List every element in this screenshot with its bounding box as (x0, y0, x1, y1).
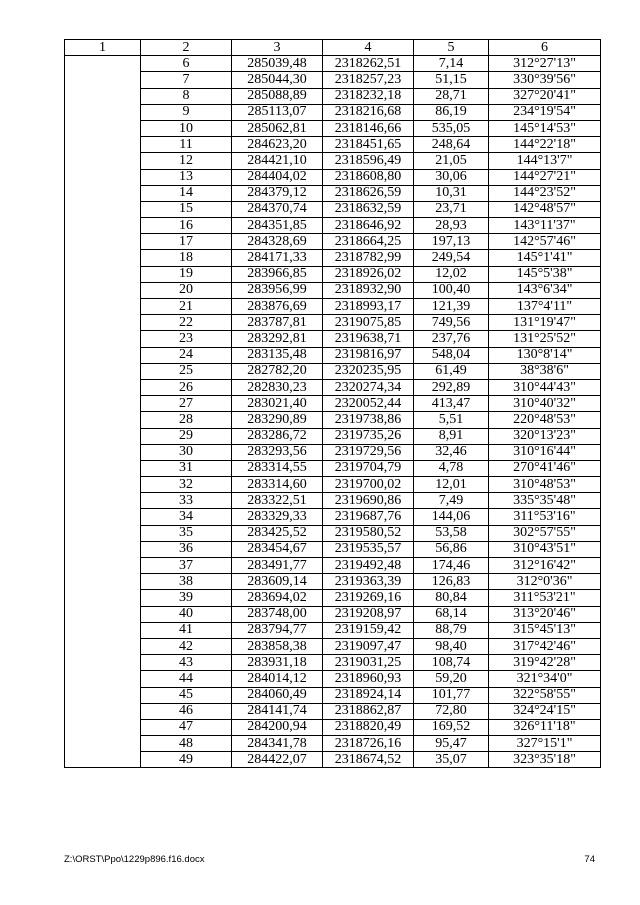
table-cell: 144°22'18" (489, 137, 601, 153)
table-row (65, 460, 601, 476)
table-cell: 2319075,85 (323, 315, 414, 331)
table-cell: 48 (141, 736, 232, 752)
table-cell: 2318926,02 (323, 266, 414, 282)
table-cell: 310°48'53" (489, 477, 601, 493)
table-cell: 26 (141, 379, 232, 395)
table-row (65, 201, 601, 217)
table-cell: 8,91 (414, 428, 489, 444)
table-row (65, 169, 601, 185)
table-cell: 283329,33 (232, 509, 323, 525)
table-cell: 49 (141, 752, 232, 768)
table-cell: 2319638,71 (323, 331, 414, 347)
table-cell: 327°15'1" (489, 736, 601, 752)
table-cell: 2318726,16 (323, 736, 414, 752)
table-cell: 14 (141, 185, 232, 201)
table-cell: 80,84 (414, 590, 489, 606)
table-cell: 283858,38 (232, 638, 323, 654)
table-cell: 749,56 (414, 315, 489, 331)
table-row (65, 541, 601, 557)
table-cell: 2318993,17 (323, 299, 414, 315)
table-cell: 19 (141, 266, 232, 282)
table-row (65, 719, 601, 735)
coordinates-table (64, 39, 601, 768)
table-cell: 40 (141, 606, 232, 622)
table-cell: 16 (141, 218, 232, 234)
table-cell: 2319738,86 (323, 412, 414, 428)
table-cell: 315°45'13" (489, 622, 601, 638)
table-cell: 312°27'13" (489, 56, 601, 72)
table-cell: 23 (141, 331, 232, 347)
table-cell: 2319687,76 (323, 509, 414, 525)
table-cell: 2319492,48 (323, 558, 414, 574)
table-cell: 100,40 (414, 282, 489, 298)
table-cell: 284404,02 (232, 169, 323, 185)
table-cell: 413,47 (414, 396, 489, 412)
table-cell: 2318608,80 (323, 169, 414, 185)
table-row (65, 250, 601, 266)
table-cell: 15 (141, 201, 232, 217)
table-row (65, 185, 601, 201)
table-cell: 28,71 (414, 88, 489, 104)
table-cell: 284421,10 (232, 153, 323, 169)
table-cell: 2318924,14 (323, 687, 414, 703)
table-cell: 284351,85 (232, 218, 323, 234)
column-header: 3 (232, 40, 323, 56)
table-cell: 22 (141, 315, 232, 331)
table-cell: 548,04 (414, 347, 489, 363)
table-cell: 311°53'21" (489, 590, 601, 606)
table-row (65, 347, 601, 363)
table-cell: 283491,77 (232, 558, 323, 574)
table-row (65, 88, 601, 104)
table-cell: 41 (141, 622, 232, 638)
table-cell: 2318596,49 (323, 153, 414, 169)
table-cell: 2318960,93 (323, 671, 414, 687)
table-cell: 72,80 (414, 703, 489, 719)
table-cell: 283454,67 (232, 541, 323, 557)
table-cell: 283322,51 (232, 493, 323, 509)
table-row (65, 703, 601, 719)
table-cell: 322°58'55" (489, 687, 601, 703)
table-cell: 284341,78 (232, 736, 323, 752)
table-cell: 145°5'38" (489, 266, 601, 282)
table-cell: 283748,00 (232, 606, 323, 622)
table-cell: 321°34'0" (489, 671, 601, 687)
table-cell: 326°11'18" (489, 719, 601, 735)
table-cell: 283425,52 (232, 525, 323, 541)
table-cell: 285044,30 (232, 72, 323, 88)
table-cell: 2319363,39 (323, 574, 414, 590)
table-cell: 144,06 (414, 509, 489, 525)
table-row (65, 525, 601, 541)
table-header-row (65, 40, 601, 56)
table-cell: 13 (141, 169, 232, 185)
table-cell: 20 (141, 282, 232, 298)
table-cell: 25 (141, 363, 232, 379)
table-cell: 249,54 (414, 250, 489, 266)
table-cell: 2318932,90 (323, 282, 414, 298)
table-cell: 283931,18 (232, 655, 323, 671)
table-cell: 8 (141, 88, 232, 104)
table-cell: 2318820,49 (323, 719, 414, 735)
table-cell: 47 (141, 719, 232, 735)
table-row (65, 104, 601, 120)
table-cell: 131°25'52" (489, 331, 601, 347)
table-cell: 234°19'54" (489, 104, 601, 120)
table-cell: 23,71 (414, 201, 489, 217)
table-cell: 284623,20 (232, 137, 323, 153)
table-cell: 335°35'48" (489, 493, 601, 509)
table-row (65, 493, 601, 509)
table-cell: 2318257,23 (323, 72, 414, 88)
table-cell: 282782,20 (232, 363, 323, 379)
table-row (65, 266, 601, 282)
table-cell: 535,05 (414, 120, 489, 136)
table-cell: 121,39 (414, 299, 489, 315)
table-cell: 2318232,18 (323, 88, 414, 104)
table-cell: 38 (141, 574, 232, 590)
table-cell: 101,77 (414, 687, 489, 703)
table-cell: 61,49 (414, 363, 489, 379)
table-cell: 2319031,25 (323, 655, 414, 671)
table-cell: 7,14 (414, 56, 489, 72)
table-cell: 2318216,68 (323, 104, 414, 120)
table-cell: 270°41'46" (489, 460, 601, 476)
table-cell: 46 (141, 703, 232, 719)
table-cell: 312°0'36" (489, 574, 601, 590)
table-cell: 2319729,56 (323, 444, 414, 460)
table-cell: 284014,12 (232, 671, 323, 687)
table-row (65, 477, 601, 493)
table-cell: 142°57'46" (489, 234, 601, 250)
table-row (65, 687, 601, 703)
table-cell: 143°11'37" (489, 218, 601, 234)
table-cell: 237,76 (414, 331, 489, 347)
table-cell: 283966,85 (232, 266, 323, 282)
table-cell: 12 (141, 153, 232, 169)
table-cell: 2318782,99 (323, 250, 414, 266)
table-cell: 197,13 (414, 234, 489, 250)
table-cell: 283609,14 (232, 574, 323, 590)
table-cell: 68,14 (414, 606, 489, 622)
table-cell: 283314,55 (232, 460, 323, 476)
table-cell: 2319690,86 (323, 493, 414, 509)
table-cell: 283286,72 (232, 428, 323, 444)
table-row (65, 299, 601, 315)
column-header: 6 (489, 40, 601, 56)
table-cell: 2319269,16 (323, 590, 414, 606)
table-cell: 284200,94 (232, 719, 323, 735)
table-cell: 137°4'11" (489, 299, 601, 315)
table-cell: 98,40 (414, 638, 489, 654)
table-cell: 284370,74 (232, 201, 323, 217)
table-cell: 2318451,65 (323, 137, 414, 153)
table-cell: 34 (141, 509, 232, 525)
table-cell: 284141,74 (232, 703, 323, 719)
table-row (65, 622, 601, 638)
table-cell: 32,46 (414, 444, 489, 460)
table-cell: 282830,23 (232, 379, 323, 395)
table-cell: 12,02 (414, 266, 489, 282)
table-cell: 7 (141, 72, 232, 88)
table-cell: 2319816,97 (323, 347, 414, 363)
table-cell: 284379,12 (232, 185, 323, 201)
table-row (65, 56, 601, 72)
table-cell: 10,31 (414, 185, 489, 201)
table-cell: 2318674,52 (323, 752, 414, 768)
table-cell: 144°27'21" (489, 169, 601, 185)
table-cell: 283694,02 (232, 590, 323, 606)
table-row (65, 638, 601, 654)
table-row (65, 315, 601, 331)
table-cell: 27 (141, 396, 232, 412)
footer-file-path: Z:\ORST\Ppo\1229p896.f16.docx (64, 854, 205, 865)
table-cell: 283787,81 (232, 315, 323, 331)
table-cell: 35,07 (414, 752, 489, 768)
table-row (65, 655, 601, 671)
table-cell: 42 (141, 638, 232, 654)
table-row (65, 72, 601, 88)
table-cell: 2320235,95 (323, 363, 414, 379)
table-row (65, 509, 601, 525)
table-cell: 317°42'46" (489, 638, 601, 654)
table-cell: 30,06 (414, 169, 489, 185)
table-cell: 312°16'42" (489, 558, 601, 574)
table-cell: 45 (141, 687, 232, 703)
table-cell: 283876,69 (232, 299, 323, 315)
footer-page-number: 74 (584, 854, 595, 865)
table-cell: 285113,07 (232, 104, 323, 120)
table-row (65, 331, 601, 347)
table-cell: 24 (141, 347, 232, 363)
table-row (65, 428, 601, 444)
table-cell: 2318646,92 (323, 218, 414, 234)
table-cell: 108,74 (414, 655, 489, 671)
table-cell: 2319535,57 (323, 541, 414, 557)
table-row (65, 120, 601, 136)
table-cell: 5,51 (414, 412, 489, 428)
table-cell: 283293,56 (232, 444, 323, 460)
column-header: 5 (414, 40, 489, 56)
table-row (65, 363, 601, 379)
table-cell: 330°39'56" (489, 72, 601, 88)
table-row (65, 671, 601, 687)
table-row (65, 396, 601, 412)
table-cell: 2318626,59 (323, 185, 414, 201)
table-cell: 59,20 (414, 671, 489, 687)
table-cell: 285039,48 (232, 56, 323, 72)
table-cell: 11 (141, 137, 232, 153)
merged-column-1-cell (65, 56, 141, 768)
table-cell: 39 (141, 590, 232, 606)
table-cell: 283021,40 (232, 396, 323, 412)
table-cell: 144°13'7" (489, 153, 601, 169)
table-cell: 310°44'43" (489, 379, 601, 395)
table-cell: 10 (141, 120, 232, 136)
table-row (65, 282, 601, 298)
table-cell: 285088,89 (232, 88, 323, 104)
table-cell: 283292,81 (232, 331, 323, 347)
table-cell: 2319208,97 (323, 606, 414, 622)
column-header: 4 (323, 40, 414, 56)
table-cell: 292,89 (414, 379, 489, 395)
table-cell: 311°53'16" (489, 509, 601, 525)
table-body (65, 56, 601, 768)
table-cell: 2320274,34 (323, 379, 414, 395)
table-cell: 33 (141, 493, 232, 509)
table-cell: 302°57'55" (489, 525, 601, 541)
table-cell: 2319097,47 (323, 638, 414, 654)
table-cell: 35 (141, 525, 232, 541)
table-row (65, 574, 601, 590)
table-cell: 21 (141, 299, 232, 315)
table-cell: 7,49 (414, 493, 489, 509)
table-cell: 323°35'18" (489, 752, 601, 768)
table-cell: 283135,48 (232, 347, 323, 363)
table-cell: 145°14'53" (489, 120, 601, 136)
table-cell: 37 (141, 558, 232, 574)
table-cell: 43 (141, 655, 232, 671)
table-cell: 310°16'44" (489, 444, 601, 460)
table-cell: 2319700,02 (323, 477, 414, 493)
table-cell: 283290,89 (232, 412, 323, 428)
table-row (65, 752, 601, 768)
table-cell: 18 (141, 250, 232, 266)
table-cell: 6 (141, 56, 232, 72)
table-cell: 130°8'14" (489, 347, 601, 363)
table-cell: 44 (141, 671, 232, 687)
table-cell: 28,93 (414, 218, 489, 234)
table-row (65, 590, 601, 606)
table-cell: 36 (141, 541, 232, 557)
table-cell: 17 (141, 234, 232, 250)
table-cell: 38°38'6" (489, 363, 601, 379)
table-cell: 145°1'41" (489, 250, 601, 266)
table-cell: 174,46 (414, 558, 489, 574)
table-cell: 310°40'32" (489, 396, 601, 412)
table-cell: 310°43'51" (489, 541, 601, 557)
table-cell: 327°20'41" (489, 88, 601, 104)
table-row (65, 736, 601, 752)
table-cell: 143°6'34" (489, 282, 601, 298)
table-cell: 126,83 (414, 574, 489, 590)
table-cell: 28 (141, 412, 232, 428)
table-cell: 319°42'28" (489, 655, 601, 671)
table-cell: 4,78 (414, 460, 489, 476)
table-cell: 32 (141, 477, 232, 493)
table-cell: 21,05 (414, 153, 489, 169)
column-header: 2 (141, 40, 232, 56)
table-row (65, 558, 601, 574)
table-row (65, 234, 601, 250)
table-row (65, 444, 601, 460)
table-cell: 284328,69 (232, 234, 323, 250)
table-cell: 2320052,44 (323, 396, 414, 412)
table-cell: 88,79 (414, 622, 489, 638)
table-cell: 2318862,87 (323, 703, 414, 719)
table-row (65, 137, 601, 153)
table-cell: 220°48'53" (489, 412, 601, 428)
table-cell: 95,47 (414, 736, 489, 752)
table-cell: 284422,07 (232, 752, 323, 768)
table-cell: 320°13'23" (489, 428, 601, 444)
table-row (65, 412, 601, 428)
table-cell: 86,19 (414, 104, 489, 120)
table-cell: 2318146,66 (323, 120, 414, 136)
table-cell: 144°23'52" (489, 185, 601, 201)
table-row (65, 218, 601, 234)
table-cell: 248,64 (414, 137, 489, 153)
table-cell: 2318262,51 (323, 56, 414, 72)
table-cell: 31 (141, 460, 232, 476)
table-cell: 324°24'15" (489, 703, 601, 719)
table-cell: 12,01 (414, 477, 489, 493)
table-row (65, 153, 601, 169)
table-cell: 313°20'46" (489, 606, 601, 622)
column-header: 1 (65, 40, 141, 56)
table-cell: 56,86 (414, 541, 489, 557)
table-cell: 9 (141, 104, 232, 120)
table-row (65, 606, 601, 622)
table-cell: 2318632,59 (323, 201, 414, 217)
table-cell: 283314,60 (232, 477, 323, 493)
table-cell: 29 (141, 428, 232, 444)
table-cell: 283956,99 (232, 282, 323, 298)
table-cell: 131°19'47" (489, 315, 601, 331)
table-cell: 169,52 (414, 719, 489, 735)
table-cell: 2319735,26 (323, 428, 414, 444)
table-cell: 30 (141, 444, 232, 460)
table-cell: 2319159,42 (323, 622, 414, 638)
table-cell: 284171,33 (232, 250, 323, 266)
table-cell: 142°48'57" (489, 201, 601, 217)
table-cell: 2319580,52 (323, 525, 414, 541)
table-cell: 285062,81 (232, 120, 323, 136)
table-cell: 283794,77 (232, 622, 323, 638)
table-cell: 284060,49 (232, 687, 323, 703)
table-cell: 2318664,25 (323, 234, 414, 250)
table-cell: 2319704,79 (323, 460, 414, 476)
table-row (65, 379, 601, 395)
table-cell: 51,15 (414, 72, 489, 88)
table-cell: 53,58 (414, 525, 489, 541)
